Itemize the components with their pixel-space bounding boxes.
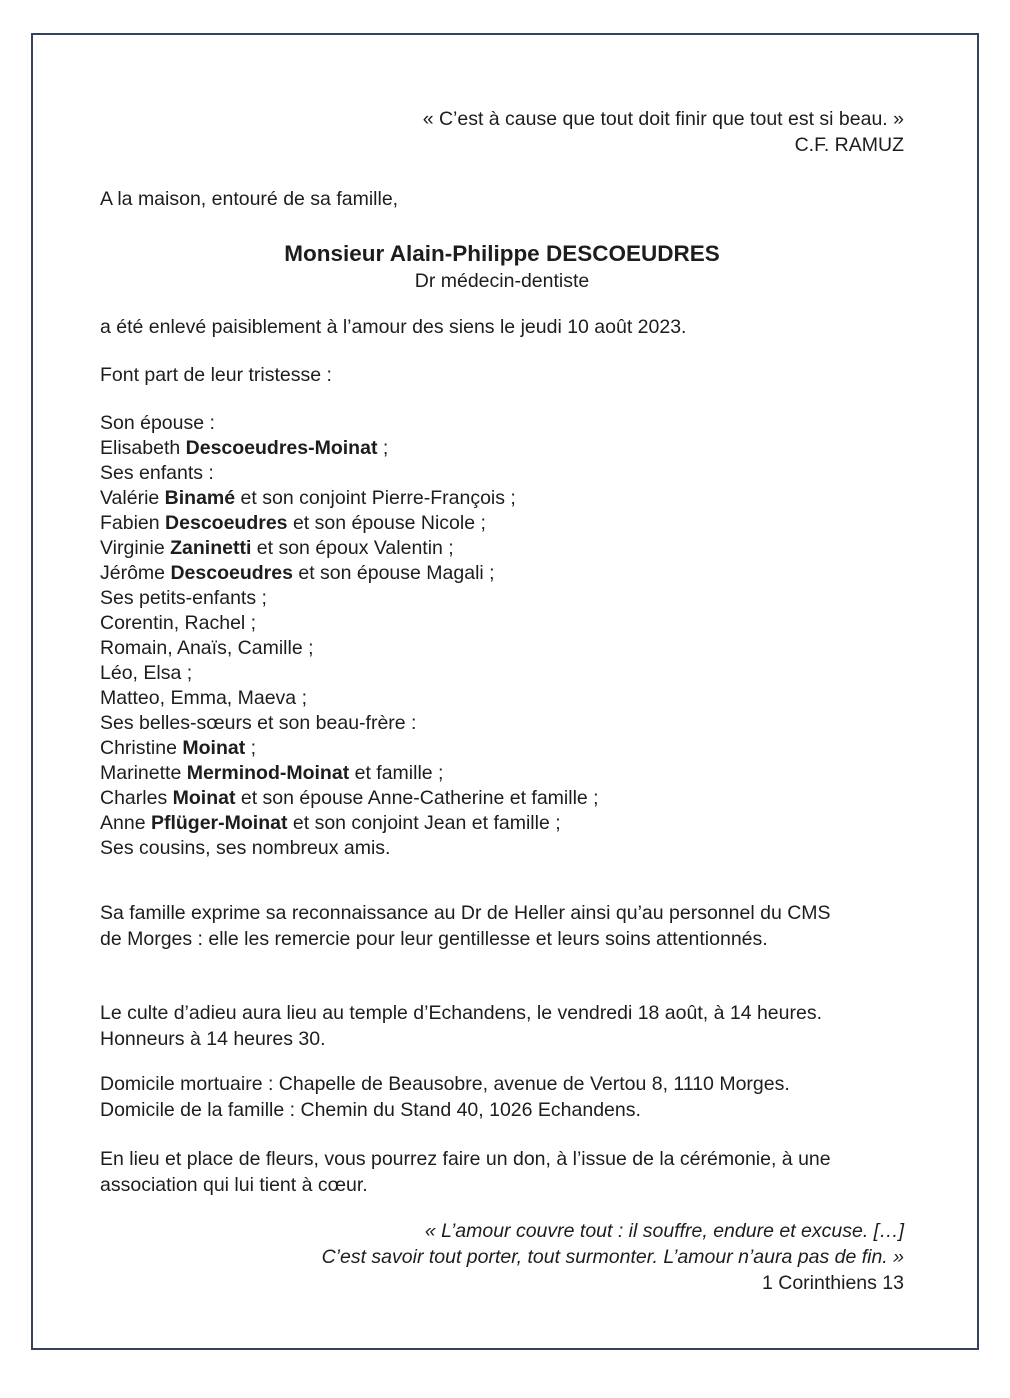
gratitude-line: Sa famille exprime sa reconnaissance au Dr de Heller ainsi qu’au personnel du CMS <box>100 902 831 924</box>
family-line: Ses enfants : <box>100 462 214 484</box>
deceased-name: Monsieur Alain-Philippe DESCOEUDRES <box>284 241 720 266</box>
donation-line: En lieu et place de fleurs, vous pourrez faire un don, à l’issue de la cérémonie, à une <box>100 1148 831 1170</box>
deceased-title: Dr médecin-dentiste <box>414 270 590 292</box>
family-line: Corentin, Rachel ; <box>100 612 257 634</box>
family-line: Anne Pflüger-Moinat et son conjoint Jean et famille ; <box>100 812 561 834</box>
donation-line: association qui lui tient à cœur. <box>100 1174 368 1196</box>
family-line: Elisabeth Descoeudres-Moinat ; <box>100 437 389 459</box>
family-line: Marinette Merminod-Moinat et famille ; <box>100 762 444 784</box>
closing-quote <box>100 1218 904 1296</box>
donation-paragraph <box>100 1146 904 1198</box>
family-line: Virginie Zaninetti et son époux Valentin ; <box>100 537 454 559</box>
epigraph <box>100 106 904 158</box>
family-line: Matteo, Emma, Maeva ; <box>100 687 307 709</box>
obituary-content <box>33 35 977 1296</box>
sorrow-intro: Font part de leur tristesse : <box>100 364 332 386</box>
service-line: Le culte d’adieu aura lieu au temple d’Echandens, le vendredi 18 août, à 14 heures. <box>100 1002 823 1024</box>
family-line: Ses petits-enfants ; <box>100 587 267 609</box>
family-line: Romain, Anaïs, Camille ; <box>100 637 314 659</box>
family-line: Ses belles-sœurs et son beau-frère : <box>100 712 417 734</box>
family-line: Léo, Elsa ; <box>100 662 193 684</box>
epigraph-author: C.F. RAMUZ <box>794 134 904 156</box>
mortuary-address: Domicile mortuaire : Chapelle de Beausobre, avenue de Vertou 8, 1110 Morges. <box>100 1073 790 1095</box>
family-line: Charles Moinat et son épouse Anne-Catherine et famille ; <box>100 787 599 809</box>
announcement-line: a été enlevé paisiblement à l’amour des siens le jeudi 10 août 2023. <box>100 316 687 338</box>
scripture-reference: 1 Corinthiens 13 <box>761 1272 904 1294</box>
deceased-heading <box>100 240 904 294</box>
document-page <box>31 33 979 1350</box>
service-line: Honneurs à 14 heures 30. <box>100 1028 326 1050</box>
family-line: Valérie Binamé et son conjoint Pierre-François ; <box>100 487 516 509</box>
family-list <box>100 411 904 861</box>
family-line: Jérôme Descoeudres et son épouse Magali ; <box>100 562 495 584</box>
closing-quote-line2: C’est savoir tout porter, tout surmonter. L’amour n’aura pas de fin. » <box>321 1246 904 1268</box>
closing-quote-line1: « L’amour couvre tout : il souffre, endure et excuse. […] <box>424 1220 904 1242</box>
family-line: Son épouse : <box>100 412 215 434</box>
family-line: Fabien Descoeudres et son épouse Nicole ; <box>100 512 486 534</box>
family-address: Domicile de la famille : Chemin du Stand 40, 1026 Echandens. <box>100 1099 641 1121</box>
family-line: Christine Moinat ; <box>100 737 257 759</box>
family-line: Ses cousins, ses nombreux amis. <box>100 837 391 859</box>
addresses <box>100 1071 904 1123</box>
service-paragraph <box>100 1000 904 1052</box>
intro-line: A la maison, entouré de sa famille, <box>100 188 399 210</box>
epigraph-quote: « C’est à cause que tout doit finir que tout est si beau. » <box>422 108 904 130</box>
gratitude-line: de Morges : elle les remercie pour leur gentillesse et leurs soins attentionnés. <box>100 928 768 950</box>
gratitude-paragraph <box>100 900 904 952</box>
